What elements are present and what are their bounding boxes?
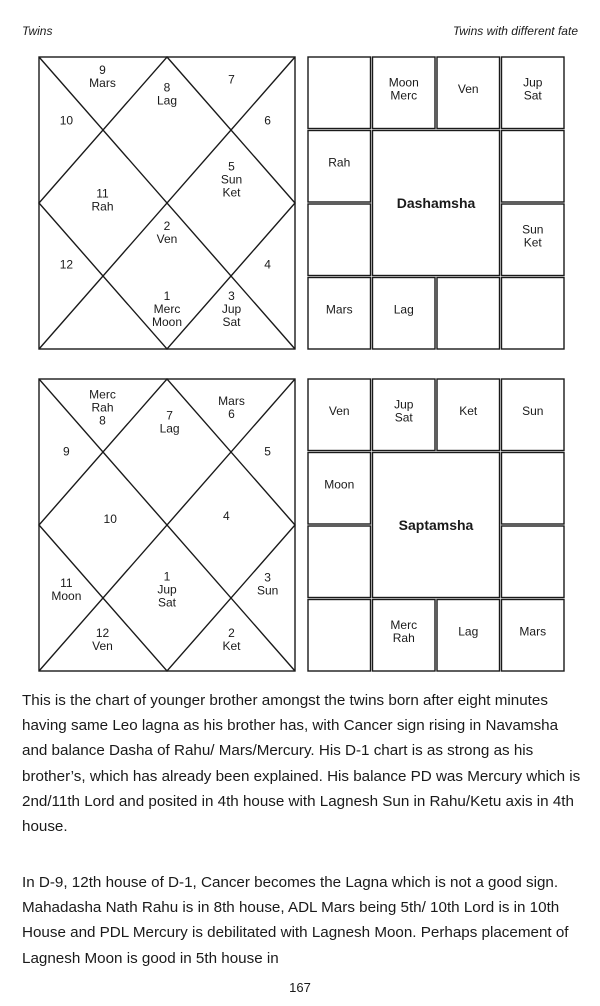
house-h6-line: 6 bbox=[264, 113, 271, 128]
house-h1-line: Moon bbox=[151, 314, 183, 329]
cell-c11-line: Lag bbox=[458, 624, 479, 639]
house-h8-line: 8 bbox=[163, 80, 171, 95]
house-h10-line: 10 bbox=[59, 113, 74, 128]
cell-c05-line: Moon bbox=[324, 477, 355, 492]
house-h11-line: 11 bbox=[96, 186, 109, 201]
cell-c10-line: Lag bbox=[393, 302, 414, 317]
chart-cell-c06 bbox=[502, 453, 565, 525]
cell-c04-line: Sat bbox=[523, 88, 542, 103]
north-chart-2 bbox=[38, 378, 296, 672]
house-h4-line: 4 bbox=[264, 257, 271, 272]
south-chart-saptamsha bbox=[307, 378, 565, 672]
house-h8-line: Rah bbox=[91, 400, 114, 415]
cell-c05-line: Rah bbox=[328, 155, 351, 170]
house-h9-line: 9 bbox=[99, 63, 106, 78]
house-h11-line: Rah bbox=[91, 199, 114, 214]
house-h3-line: 3 bbox=[228, 288, 235, 303]
cell-c10-line: Merc bbox=[390, 617, 418, 632]
chart-cell-c09 bbox=[308, 600, 371, 672]
chart-cell-c11 bbox=[437, 278, 500, 350]
cell-c03-line: Ven bbox=[457, 81, 479, 96]
house-h3-line: Sun bbox=[256, 583, 279, 598]
cell-c08-line: Ket bbox=[523, 235, 542, 250]
cell-c09-line: Mars bbox=[325, 302, 353, 317]
house-h8-line: 8 bbox=[99, 413, 106, 428]
house-h12-line: Ven bbox=[92, 639, 113, 654]
house-h9-line: 9 bbox=[63, 444, 70, 459]
chart-title: Saptamsha bbox=[398, 517, 474, 533]
house-h5-line: Ket bbox=[222, 185, 241, 200]
house-h7-line: 7 bbox=[166, 408, 173, 423]
house-h1-line: Merc bbox=[153, 301, 181, 316]
house-h10-line: 10 bbox=[103, 512, 117, 527]
chart-cell-c07 bbox=[308, 204, 371, 276]
house-h12-line: 12 bbox=[95, 626, 110, 641]
cell-c02-line: Sat bbox=[394, 410, 413, 425]
cell-c03-line: Ket bbox=[459, 403, 478, 418]
house-h5-line: Sun bbox=[220, 172, 243, 187]
house-h2-line: 2 bbox=[228, 626, 235, 641]
house-h4-line: 4 bbox=[222, 509, 230, 524]
south-chart-dashamsha bbox=[307, 56, 565, 350]
house-h5-line: 5 bbox=[264, 444, 271, 459]
chart-cell-c07 bbox=[308, 526, 371, 598]
house-h6-line: 6 bbox=[228, 406, 235, 421]
cell-c02-line: Moon bbox=[388, 75, 419, 90]
house-h9-line: Mars bbox=[89, 76, 116, 91]
house-h6-line: Mars bbox=[218, 393, 245, 408]
chart-cell-c06 bbox=[502, 131, 565, 203]
cell-c04-line: Sun bbox=[522, 403, 544, 418]
house-h2-line: Ven bbox=[156, 231, 178, 246]
house-h1-line: 1 bbox=[163, 288, 171, 303]
house-h12-line: 12 bbox=[59, 257, 74, 272]
cell-c02-line: Jup bbox=[394, 397, 414, 412]
cell-c01-line: Ven bbox=[328, 403, 350, 418]
house-h3-line: Sat bbox=[222, 314, 241, 329]
house-h3-line: Jup bbox=[221, 301, 242, 316]
running-header-right: Twins with different fate bbox=[452, 24, 578, 38]
chart-cell-c12 bbox=[502, 278, 565, 350]
north-chart-1 bbox=[38, 56, 296, 350]
house-h2-line: Ket bbox=[222, 639, 241, 654]
house-h2-line: 2 bbox=[163, 218, 171, 233]
house-h5-line: 5 bbox=[228, 159, 235, 174]
house-h1-line: Jup bbox=[157, 582, 177, 597]
house-h11-line: Moon bbox=[51, 589, 82, 604]
body-paragraph-1: This is the chart of younger brother amongst the twins born after eight minutes having same Leo lagna as his brother has, with Cancer sign rising in Navamsha and balance Dasha of Rahu/ Mars/Mercury. His D-1 chart is as strong as his brother’s, which has already been explained. His balance PD was Mercury which is 2nd/11th Lord and posited in 4th house with Lagnesh Sun in Rahu/Ketu axis in 4th house. bbox=[22, 692, 581, 836]
page-number: 167 bbox=[289, 980, 311, 995]
cell-c10-line: Rah bbox=[392, 630, 415, 645]
cell-c08-line: Sun bbox=[522, 222, 544, 237]
house-h3-line: 3 bbox=[264, 570, 271, 585]
chart-title: Dashamsha bbox=[396, 195, 476, 211]
running-header-left: Twins bbox=[22, 24, 53, 38]
house-h8-line: Merc bbox=[89, 387, 116, 402]
house-h1-line: 1 bbox=[163, 569, 171, 584]
house-h7-line: 7 bbox=[228, 72, 235, 87]
chart-cell-c08 bbox=[502, 526, 565, 598]
cell-c12-line: Mars bbox=[519, 624, 547, 639]
chart-cell-c01 bbox=[308, 57, 371, 129]
house-h11-line: 11 bbox=[60, 576, 73, 591]
house-h1-line: Sat bbox=[157, 595, 177, 610]
cell-c04-line: Jup bbox=[523, 75, 543, 90]
house-h8-line: Lag bbox=[156, 93, 178, 108]
cell-c02-line: Merc bbox=[390, 88, 418, 103]
body-paragraph-2: In D-9, 12th house of D-1, Cancer becomes the Lagna which is not a good sign. Mahadasha Nath Rahu is in 8th house, ADL Mars being 5th/ 10th Lord is in 10th House and PDL Mercury is debilitated with Lagnesh Moon. Perhaps placement of Lagnesh Moon is good in 5th house in bbox=[22, 874, 569, 967]
house-h7-line: Lag bbox=[159, 421, 180, 436]
